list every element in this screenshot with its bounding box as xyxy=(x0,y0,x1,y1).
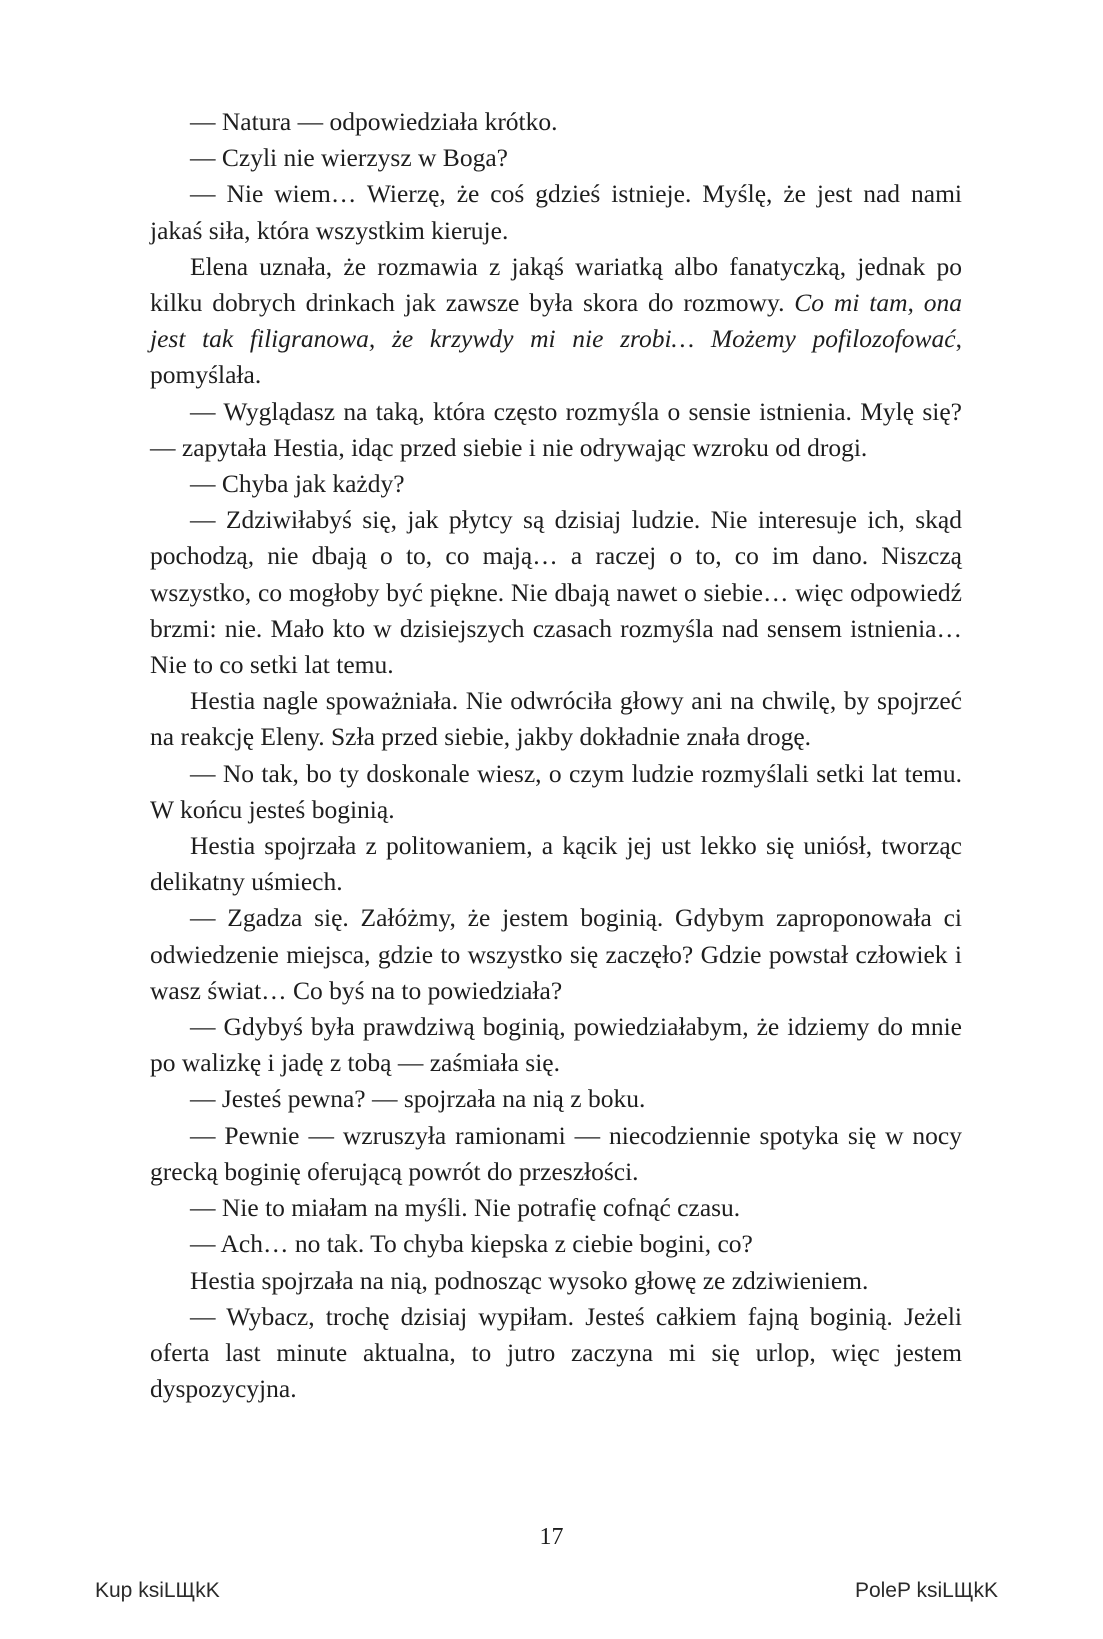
paragraph: — Ach… no tak. To chyba kiepska z ciebie bogini, co? xyxy=(190,1229,753,1259)
paragraph-italic-thought: Co mi tam, ona jest tak filigranowa, że krzywdy mi nie zrobi… Możemy pofilozofować xyxy=(150,288,962,354)
paragraph: — Wyglądasz na taką, która często rozmyśla o sensie istnienia. Mylę się? — zapytała Hestia, idąc przed siebie i nie odrywając wzroku od drogi. xyxy=(150,396,962,462)
paragraph-text: Elena uznała, że rozmawia z jakąś wariatką albo fanatyczką, jednak po kilku dobrych drinkach jak zawsze była skora do rozmowy. xyxy=(150,251,962,318)
paragraph: Hestia spojrzała na nią, podnosząc wysoko głowę ze zdziwieniem. xyxy=(190,1265,869,1295)
paragraph: — Nie to miałam na myśli. Nie potrafię cofnąć czasu. xyxy=(190,1193,741,1223)
footer-recommend-book-link[interactable]: PoleP ksiLЩkK xyxy=(854,1579,998,1602)
paragraph: — Wybacz, trochę dzisiaj wypiłam. Jesteś całkiem fajną boginią. Jeżeli oferta last minute aktualna, to jutro zaczyna mi się urlop, więc jestem dyspozycyjna. xyxy=(150,1301,962,1404)
paragraph: — Zdziwiłabyś się, jak płytcy są dzisiaj ludzie. Nie interesuje ich, skąd pochodzą, nie dbają o to, co mają… a raczej o to, co im dano. Niszczą wszystko, co mogłoby być piękne. Nie dbają nawet o siebie… więc odpowiedź brzmi: nie. Mało kto w dzisiejszych czasach rozmyśla nad sensem istnienia… Nie to co setki lat temu. xyxy=(150,505,962,680)
paragraph xyxy=(150,249,962,394)
paragraph: — Jesteś pewna? — spojrzała na nią z boku. xyxy=(190,1084,646,1114)
paragraph: Hestia spojrzała z politowaniem, a kącik jej ust lekko się uniósł, tworząc delikatny uśmiech. xyxy=(150,831,962,897)
paragraph: — No tak, bo ty doskonale wiesz, o czym ludzie rozmyślali setki lat temu. W końcu jesteś boginią. xyxy=(150,758,962,824)
page-text-body xyxy=(150,104,962,1407)
paragraph: — Chyba jak każdy? xyxy=(190,469,405,499)
paragraph: — Gdybyś była prawdziwą boginią, powiedziałabym, że idziemy do mnie po walizkę i jadę z tobą — zaśmiała się. xyxy=(150,1012,962,1078)
paragraph-text: , pomyślała. xyxy=(150,324,962,390)
paragraph: — Pewnie — wzruszyła ramionami — niecodziennie spotyka się w nocy grecką boginię oferującą powrót do przeszłości. xyxy=(150,1120,962,1186)
page-number: 17 xyxy=(539,1524,564,1550)
paragraph: — Czyli nie wierzysz w Boga? xyxy=(190,143,508,173)
paragraph: — Natura — odpowiedziała krótko. xyxy=(190,107,558,136)
paragraph: — Zgadza się. Załóżmy, że jestem boginią. Gdybym zaproponowała ci odwiedzenie miejsca, gdzie to wszystko się zaczęło? Gdzie powstał człowiek i wasz świat… Co byś na to powiedziała? xyxy=(150,903,962,1005)
paragraph: Hestia nagle spoważniała. Nie odwróciła głowy ani na chwilę, by spojrzeć na reakcję Eleny. Szła przed siebie, jakby dokładnie znała drogę. xyxy=(150,686,962,752)
paragraph: — Nie wiem… Wierzę, że coś gdzieś istnieje. Myślę, że jest nad nami jakaś siła, która wszystkim kieruje. xyxy=(150,179,962,245)
footer-buy-book-link[interactable]: Kup ksiLЩkK xyxy=(95,1579,220,1602)
